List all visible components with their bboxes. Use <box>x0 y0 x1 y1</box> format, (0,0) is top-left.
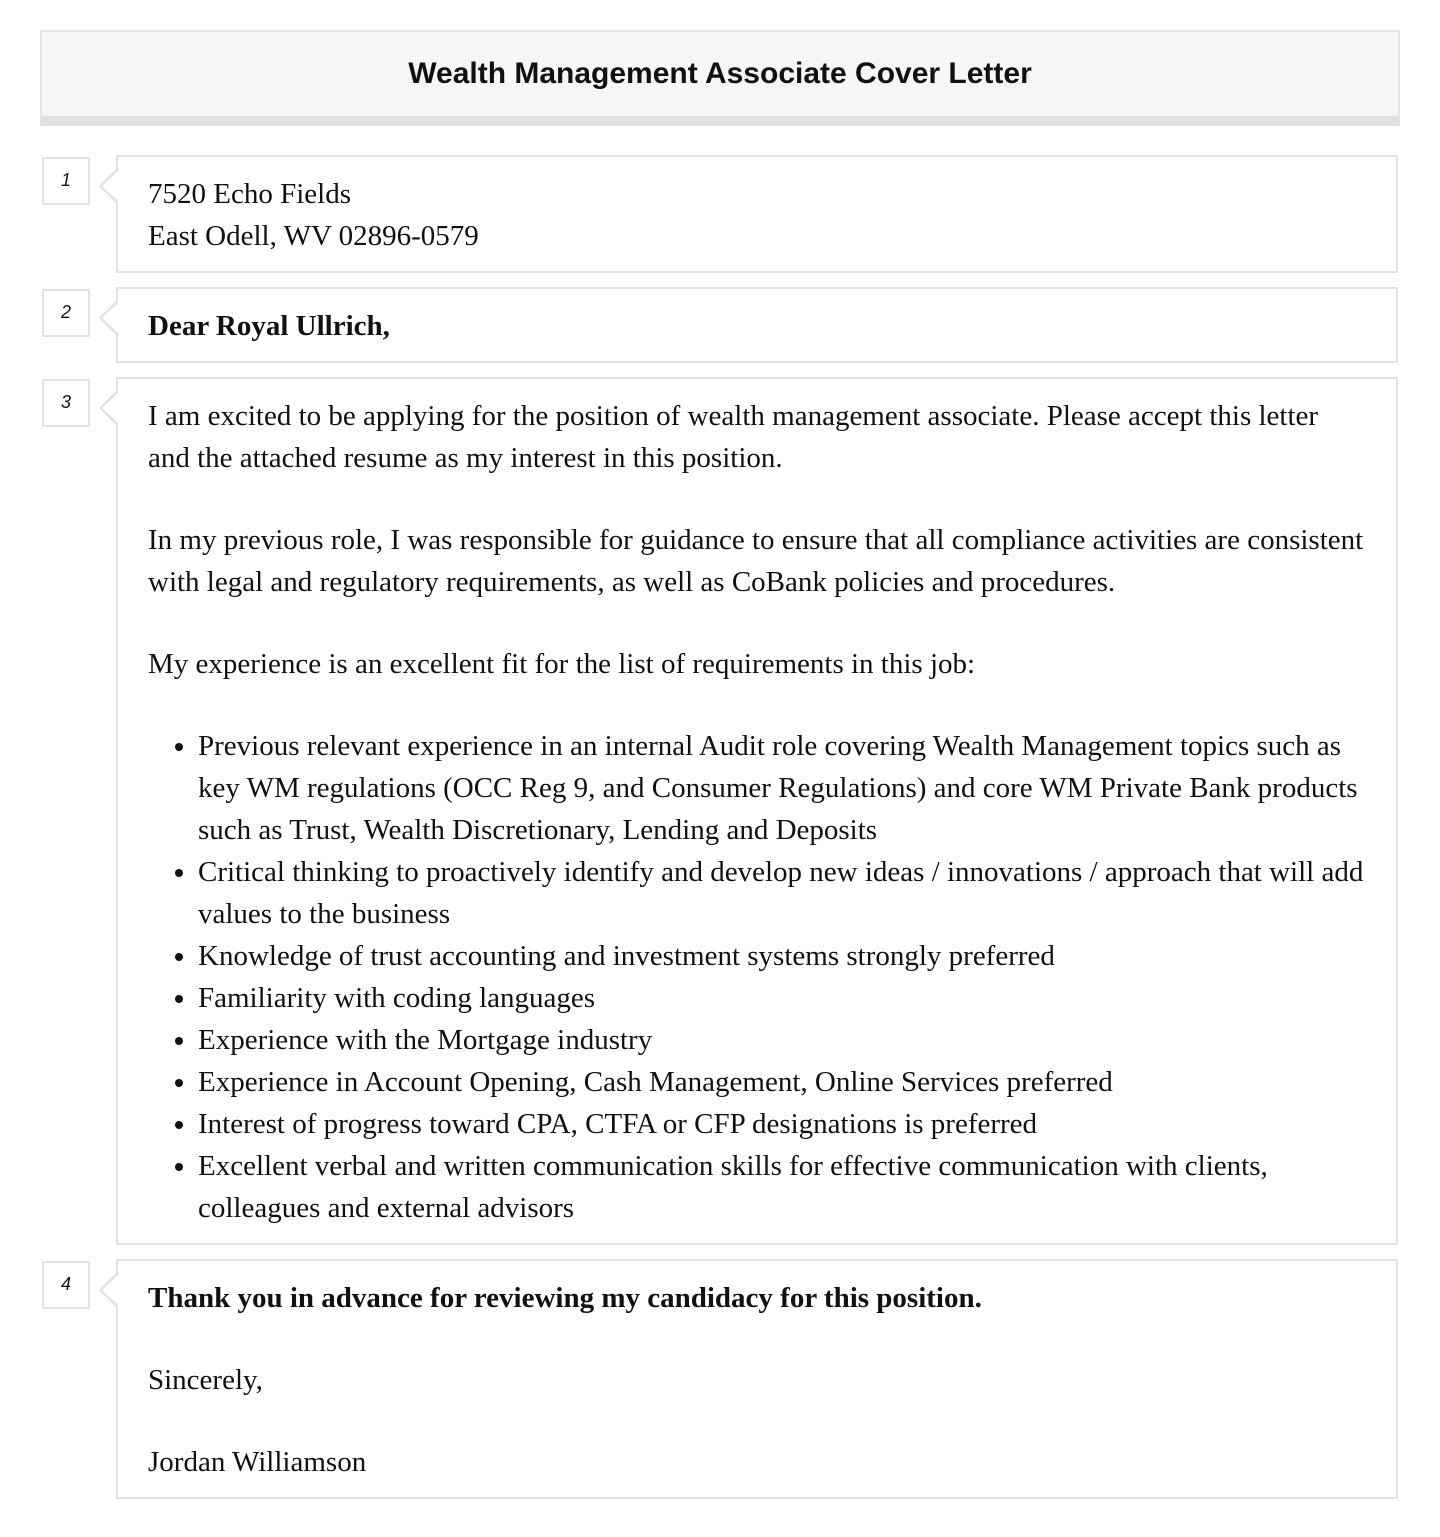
body-paragraph-previous-role: In my previous role, I was responsible for guidance to ensure that all compliance activities are consistent with legal and regulatory requirements, as well as CoBank policies and procedures. <box>148 524 1364 598</box>
body-paragraph-fit: My experience is an excellent fit for the list of requirements in this job: <box>148 648 976 680</box>
list-item: • Critical thinking to proactively identify and develop new ideas / innovations / approach that will add values to the business <box>198 851 1366 935</box>
list-item: • Previous relevant experience in an internal Audit role covering Wealth Management topics such as key WM regulations (OCC Reg 9, and Consumer Regulations) and core WM Private Bank products such as Trust, Wealth Discretionary, Lending and Deposits <box>198 725 1366 851</box>
list-item: • Knowledge of trust accounting and investment systems strongly preferred <box>198 935 1366 977</box>
address-line-1: 7520 Echo Fields <box>148 178 351 210</box>
list-item: • Familiarity with coding languages <box>198 977 1366 1019</box>
section-number: 1 <box>42 157 90 205</box>
list-item: • Experience with the Mortgage industry <box>198 1019 1366 1061</box>
address-line-2: East Odell, WV 02896-0579 <box>148 220 479 252</box>
section-card <box>116 155 1398 273</box>
body-paragraph-intro: I am excited to be applying for the position of wealth management associate. Please accept this letter and the attached resume as my interest in this position. <box>148 400 1319 474</box>
closing-line: Sincerely, <box>148 1364 263 1396</box>
page-title: Wealth Management Associate Cover Letter <box>408 57 1032 90</box>
list-item: • Interest of progress toward CPA, CTFA or CFP designations is preferred <box>198 1103 1366 1145</box>
requirements-list <box>148 725 1366 1229</box>
signature: Jordan Williamson <box>148 1446 367 1478</box>
section-card <box>116 1259 1398 1499</box>
greeting: Dear Royal Ullrich, <box>148 310 390 342</box>
section-number: 3 <box>42 379 90 427</box>
list-item: • Experience in Account Opening, Cash Management, Online Services preferred <box>198 1061 1366 1103</box>
list-item: • Excellent verbal and written communication skills for effective communication with clients, colleagues and external advisors <box>198 1145 1366 1229</box>
section-card <box>116 287 1398 363</box>
title-bar <box>40 30 1400 126</box>
thank-you-line: Thank you in advance for reviewing my candidacy for this position. <box>148 1282 982 1314</box>
section-number: 2 <box>42 289 90 337</box>
section-card <box>116 377 1398 1245</box>
section-number: 4 <box>42 1261 90 1309</box>
